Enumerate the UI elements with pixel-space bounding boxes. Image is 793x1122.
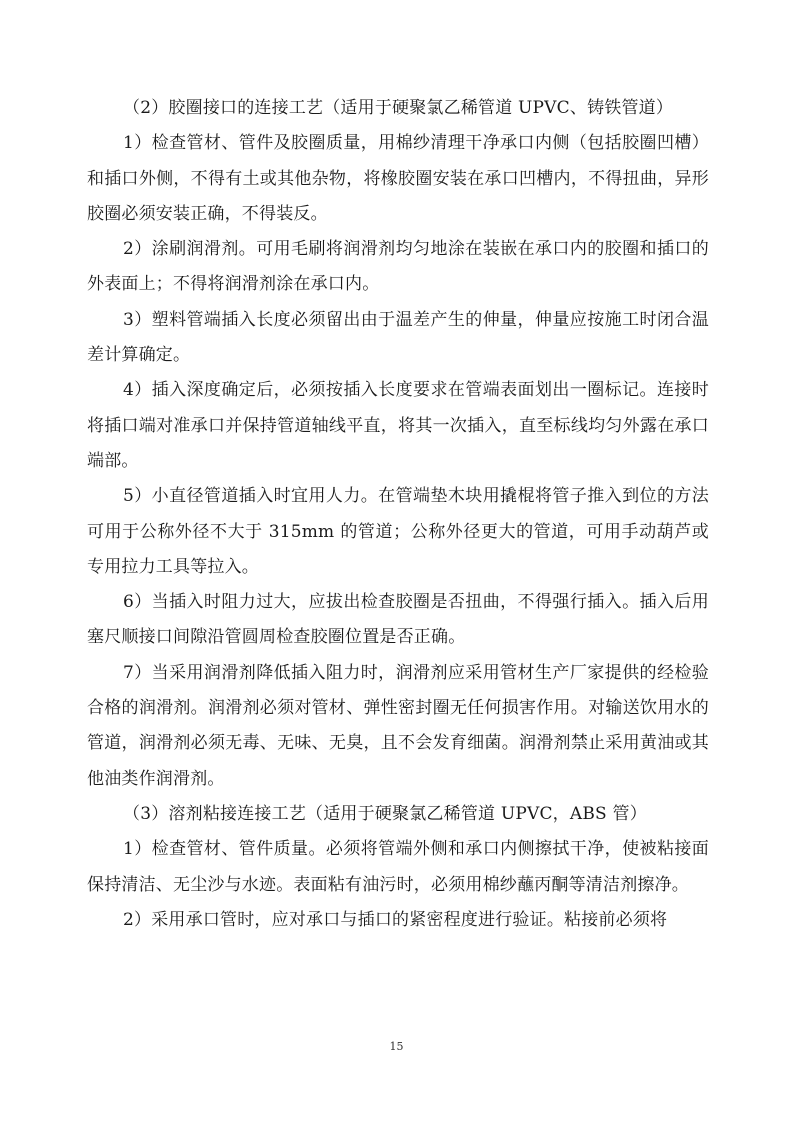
paragraph-solvent-step-1: 1）检查管材、管件质量。必须将管端外侧和承口内侧擦拭干净，使被粘接面保持清洁、无尘沙与水迹。表面粘有油污时，必须用棉纱蘸丙酮等清洁剂擦净。 [87, 839, 709, 895]
paragraph-step-7-lubricant-spec: 7）当采用润滑剂降低插入阻力时，润滑剂应采用管材生产厂家提供的经检验合格的润滑剂。润滑剂必须对管材、弹性密封圈无任何损害作用。对输送饮用水的管道，润滑剂必须无毒、无味、无臭，且不会发育细菌。润滑剂禁止采用黄油或其他油类作润滑剂。 [87, 662, 709, 789]
paragraph-step-2-lubricant: 2）涂刷润滑剂。可用毛刷将润滑剂均匀地涂在装嵌在承口内的胶圈和插口的外表面上；不得将润滑剂涂在承口内。 [87, 239, 709, 295]
page-number: 15 [389, 1040, 404, 1053]
paragraph-solvent-step-2: 2）采用承口管时，应对承口与插口的紧密程度进行验证。粘接前必须将 [123, 909, 668, 930]
section-heading-solvent-bonding: （3）溶剂粘接连接工艺（适用于硬聚氯乙稀管道 UPVC，ABS 管） [123, 803, 647, 824]
page-body [87, 91, 709, 938]
paragraph-step-5-small-diameter: 5）小直径管道插入时宜用人力。在管端垫木块用撬棍将管子推入到位的方法可用于公称外径不大于 315mm 的管道；公称外径更大的管道，可用手动葫芦或专用拉力工具等拉入。 [87, 486, 709, 577]
section-heading-rubber-ring-joint: （2）胶圈接口的连接工艺（适用于硬聚氯乙稀管道 UPVC、铸铁管道） [123, 98, 674, 118]
paragraph-step-1-inspect: 1）检查管材、管件及胶圈质量，用棉纱清理干净承口内侧（包括胶圈凹槽）和插口外侧，不得有土或其他杂物，将橡胶圈安装在承口凹槽内，不得扭曲，异形胶圈必须安装正确，不得装反。 [87, 133, 709, 224]
paragraph-step-3-insertion-length: 3）塑料管端插入长度必须留出由于温差产生的伸量，伸量应按施工时闭合温差计算确定。 [87, 309, 709, 366]
paragraph-step-6-resistance: 6）当插入时阻力过大，应拔出检查胶圈是否扭曲，不得强行插入。插入后用塞尺顺接口间隙沿管圆周检查胶圈位置是否正确。 [87, 592, 709, 648]
paragraph-step-4-insertion-depth: 4）插入深度确定后，必须按插入长度要求在管端表面划出一圈标记。连接时将插口端对准承口并保持管道轴线平直，将其一次插入，直至标线均匀外露在承口端部。 [87, 380, 709, 471]
